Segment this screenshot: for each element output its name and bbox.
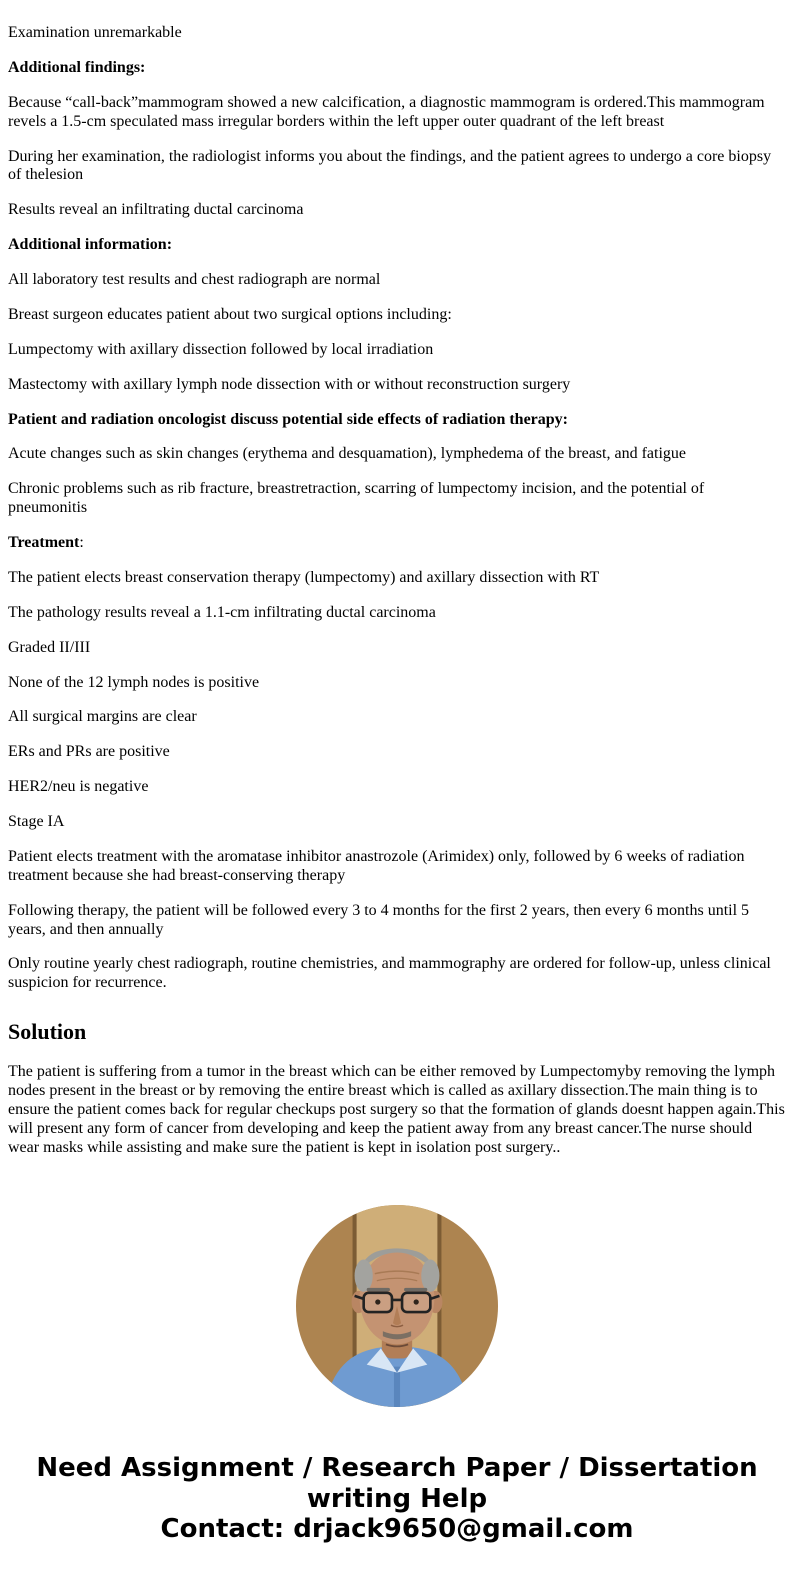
section-heading-side-effects: Patient and radiation oncologist discuss potential side effects of radiation therapy:: [8, 410, 568, 428]
footer: [8, 1453, 786, 1543]
paragraph: Results reveal an infiltrating ductal carcinoma: [8, 201, 304, 219]
avatar-container: [8, 1205, 786, 1407]
solution-heading: Solution: [8, 1019, 87, 1045]
section-heading-treatment: [8, 534, 786, 553]
paragraph: The patient elects breast conservation therapy (lumpectomy) and axillary dissection with RT: [8, 568, 600, 586]
paragraph: All laboratory test results and chest radiograph are normal: [8, 271, 381, 288]
paragraph: Acute changes such as skin changes (erythema and desquamation), lymphedema of the breast, and fatigue: [8, 445, 686, 463]
paragraph: HER2/neu is negative: [8, 778, 149, 796]
footer-help-line-1: Need Assignment / Research Paper / Dissertation: [36, 1453, 758, 1484]
portrait-image: [296, 1205, 498, 1407]
paragraph: During her examination, the radiologist informs you about the findings, and the patient agrees to undergo a core biopsy of thelesion: [8, 147, 772, 184]
paragraph: Stage IA: [8, 813, 65, 830]
paragraph: Examination unremarkable: [8, 24, 182, 41]
paragraph: None of the 12 lymph nodes is positive: [8, 673, 260, 691]
treatment-colon: :: [79, 534, 84, 551]
paragraph: Only routine yearly chest radiograph, routine chemistries, and mammography are ordered for follow-up, unless clinical suspicion for recurrence.: [8, 955, 771, 992]
solution-paragraph: The patient is suffering from a tumor in the breast which can be either removed by Lumpectomyby removing the lymph nodes present in the breast or by removing the entire breast which is called as axillary dissection.The main thing is to ensure the patient comes back for regular checkups post surgery so that the formation of glands doesnt happen again.This will present any form of cancer from developing and keep the patient away from any breast cancer.The nurse should wear masks while assisting and make sure the patient is kept in isolation post surgery..: [8, 1063, 785, 1156]
treatment-label: Treatment: [8, 534, 80, 551]
portrait-eyes: [375, 1300, 380, 1305]
paragraph: Following therapy, the patient will be followed every 3 to 4 months for the first 2 years, then every 6 months until 5 years, and then annually: [8, 901, 750, 938]
paragraph: Patient elects treatment with the aromatase inhibitor anastrozole (Arimidex) only, followed by 6 weeks of radiation treatment because she had breast-conserving therapy: [8, 847, 745, 884]
paragraph: ERs and PRs are positive: [8, 743, 170, 761]
paragraph: Breast surgeon educates patient about two surgical options including:: [8, 305, 452, 323]
footer-help-line-2: writing Help: [306, 1483, 488, 1514]
portrait-eyebrows: [367, 1288, 390, 1292]
paragraph: All surgical margins are clear: [8, 708, 197, 726]
paragraph: Graded II/III: [8, 638, 91, 656]
paragraph: The pathology results reveal a 1.1-cm infiltrating ductal carcinoma: [8, 603, 436, 621]
paragraph: Because “call-back”mammogram showed a new calcification, a diagnostic mammogram is ordered.This mammogram revels a 1.5-cm speculated mass irregular borders within the left upper outer quadrant of the left breast: [8, 93, 765, 130]
paragraph: Lumpectomy with axillary dissection followed by local irradiation: [8, 340, 434, 358]
footer-contact-email: Contact: drjack9650@gmail.com: [160, 1513, 634, 1544]
section-heading-additional-information: Additional information:: [8, 236, 173, 254]
paragraph: Mastectomy with axillary lymph node dissection with or without reconstruction surgery: [8, 375, 571, 393]
section-heading-additional-findings: Additional findings:: [8, 58, 146, 76]
tutor-photo: [296, 1205, 498, 1407]
paragraph: Chronic problems such as rib fracture, breastretraction, scarring of lumpectomy incision, and the potential of pneumonitis: [8, 480, 705, 517]
